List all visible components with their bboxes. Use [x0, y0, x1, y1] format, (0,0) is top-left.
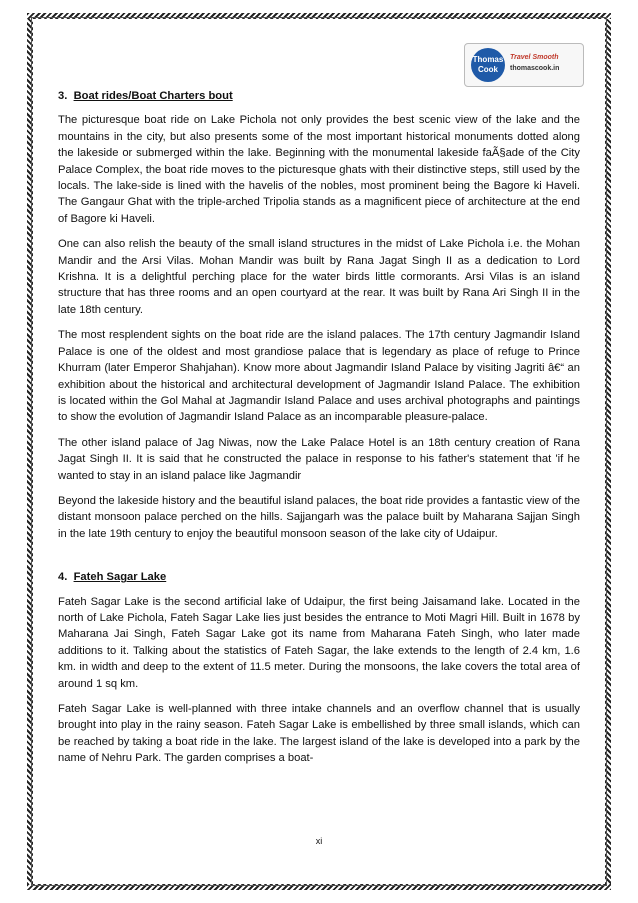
page-number: xi: [315, 836, 323, 846]
section-title: Boat rides/Boat Charters bout: [73, 90, 233, 102]
logo-tagline: Travel Smooth: [510, 54, 559, 61]
section-title: Fateh Sagar Lake: [73, 571, 167, 584]
logo-site: thomascook.in: [510, 65, 560, 72]
section-heading-fateh-sagar: [58, 569, 580, 585]
paragraph: The picturesque boat ride on Lake Pichola not only provides the best scenic view of the lake and the mountains in the city, but also presents some of the most important historical monuments dotted along the lakeside or submerged within the lake. Beginning with the monumental lakeside faÃ§ade of the City Palace Complex, the boat ride moves to the picturesque ghats with their distinctive steps, still used by the locals. The lake-side is lined with the havelis of the nobles, most prominent being the Bagore ki Haveli. The Gangaur Ghat with the triple-arched Tripolia stands as a magnificent piece of architecture at the end of Bagore ki Haveli.: [58, 114, 580, 225]
paragraph: Beyond the lakeside history and the beautiful island palaces, the boat ride provides a fantastic view of the distant monsoon palace perched on the hills. Sajjangarh was the palace built by Maharana Sajjan Singh in the late 19th century to enjoy the beautiful monsoon season of the lake city of Udaipur.: [58, 494, 580, 540]
paragraph: The most resplendent sights on the boat ride are the island palaces. The 17th century Jagmandir Island Palace is one of the oldest and most grandiose palace that is legendary as place of refuge to Prince Khurram (later Emperor Shahjahan). Know more about Jagmandir Island Palace by visiting Jagriti â€“ an exhibition about the historical and architectural development of Jagmandir Island Palace. The exhibition is located within the Gol Mahal at Jagmandir Island Palace and uses archival photographs and paintings to show the evolution of Jagmandir Island Palace as an incomparable pleasure-palace.: [58, 329, 580, 424]
paragraph: Fateh Sagar Lake is the second artificial lake of Udaipur, the first being Jaisamand lake. Located in the north of Lake Pichola, Fateh Sagar Lake lies just besides the entrance to Moti Magri Hill. Built in 1678 by Maharana Jai Singh, Fateh Sagar Lake got its name from Maharana Fateh Singh, who later made additions to it. Talking about the statistics of Fateh Sagar, the lake extends to the length of 2.4 km, 1.6 km. in width and deep to the extent of 11.5 meter. During the monsoons, the lake covers the total area of around 1 sq km.: [58, 595, 580, 690]
section-number: 3.: [58, 90, 68, 102]
document-body: [58, 88, 580, 776]
thomas-cook-logo: [464, 43, 584, 87]
paragraph: The other island palace of Jag Niwas, now the Lake Palace Hotel is an 18th century creation of Rana Jagat Singh II. It is said that he constructed the palace in response to his father's statement that 'if he wanted to stay in an island palace like Jagmandir: [58, 436, 580, 482]
paragraph: One can also relish the beauty of the small island structures in the midst of Lake Pichola i.e. the Mohan Mandir and the Arsi Vilas. Mohan Mandir was built by Rana Jagat Singh II as a dedication to Lord Krishna. It is a delightful perching place for the water birds little cormorants. Arsi Vilas is an island structure that has three rooms and an open courtyard at the rear. It was built by Rana Ari Singh II in the late 18th century.: [58, 238, 580, 316]
thomas-cook-globe-icon: Thomas Cook: [471, 48, 505, 82]
section-number: 4.: [58, 571, 68, 584]
paragraph: Fateh Sagar Lake is well-planned with three intake channels and an overflow channel that is usually brought into play in the rainy season. Fateh Sagar Lake is embellished by three small islands, which can be reached by taking a boat ride in the lake. The largest island of the lake is developed into a park by the name of Nehru Park. The garden comprises a boat-: [58, 703, 580, 765]
section-heading-boat-rides: [58, 88, 580, 104]
